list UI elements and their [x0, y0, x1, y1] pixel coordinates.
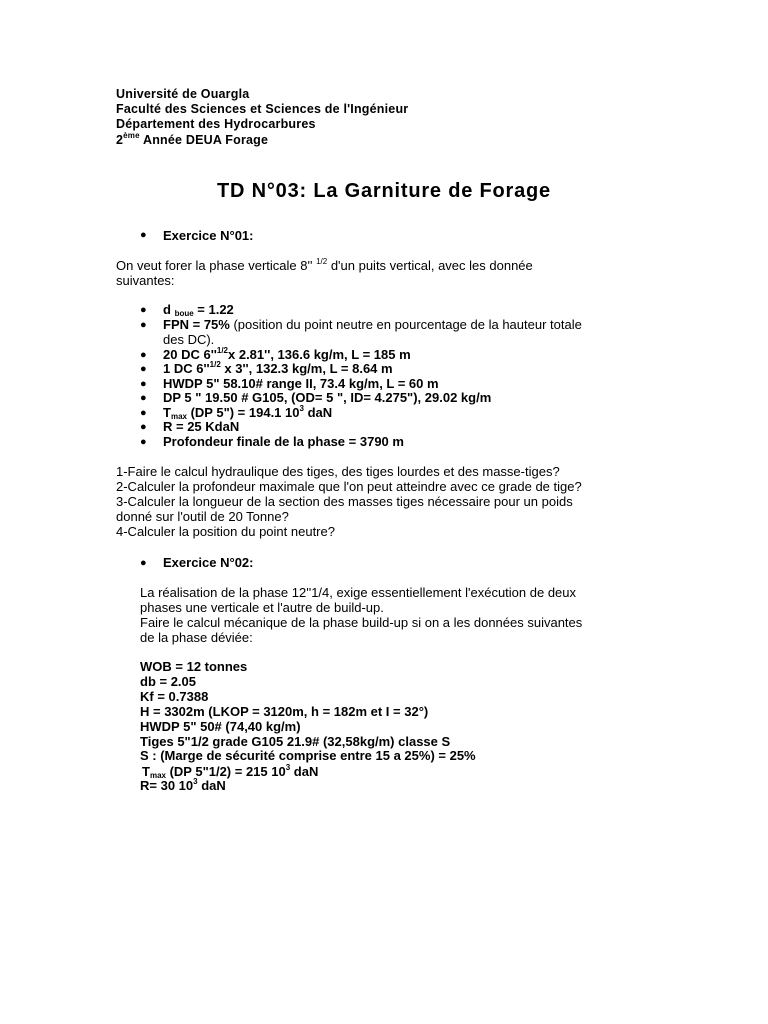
question-1: 1-Faire le calcul hydraulique des tiges, des tiges lourdes et des masse-tiges?	[116, 464, 560, 479]
question-3: 3-Calculer la longueur de la section des masses tiges nécessaire pour un poids	[116, 494, 573, 509]
bullet-icon: ●	[140, 363, 147, 375]
faculty-name: Faculté des Sciences et Sciences de l'Ingénieur	[116, 102, 409, 117]
r-item: R = 25 KdaN	[163, 419, 240, 434]
bullet-icon: ●	[140, 557, 147, 569]
tmax-value: $T_{max}$ (DP 5"1/2) = 215 $10^3$ daN	[142, 763, 319, 780]
question-3-cont: donné sur l'outil de 20 Tonne?	[116, 509, 289, 524]
drill-pipe-item: DP 5 " 19.50 # G105, (OD= 5 ", ID= 4.275"), 29.02 kg/m	[163, 390, 492, 405]
bullet-icon: ●	[140, 436, 147, 448]
bullet-icon: ●	[140, 421, 147, 433]
final-depth-item: Profondeur finale de la phase = 3790 m	[163, 434, 404, 449]
tmax-item: $T_{max}$ (DP 5") = 194.1 $10^3$ daN	[163, 404, 333, 421]
h-value: H = 3302m (LKOP = 3120m, h = 182m et I = 32°)	[140, 704, 429, 719]
year-program: 2ème Année DEUA Forage	[116, 130, 269, 147]
exercise-2-para-2: phases une verticale et l'autre de build-up.	[140, 600, 384, 615]
exercise-2-heading: Exercice N°02:	[163, 555, 254, 570]
department-name: Département des Hydrocarbures	[116, 117, 316, 132]
exercise-1-intro-cont: suivantes:	[116, 273, 175, 288]
bullet-icon: ●	[140, 349, 147, 361]
exercise-2-para-1: La réalisation de la phase 12''1/4, exige essentiellement l'exécution de deux	[140, 585, 577, 600]
kf-value: Kf = 0.7388	[140, 689, 209, 704]
bullet-icon: ●	[140, 229, 147, 241]
bullet-icon: ●	[140, 319, 147, 331]
drill-collar-2: 1 DC $6''^{1/2}$ x 3'', 132.3 kg/m, L = 8.64 m	[163, 360, 393, 376]
wob-value: WOB = 12 tonnes	[140, 659, 248, 674]
mud-density: d $_{boue}$ = 1.22	[163, 302, 234, 318]
fpn-item: FPN = 75% (position du point neutre en pourcentage de la hauteur totale	[163, 317, 582, 332]
fpn-item-cont: des DC).	[163, 332, 215, 347]
exercise-1-heading: Exercice N°01:	[163, 228, 254, 243]
institution-header	[116, 87, 408, 148]
safety-margin-value: S : (Marge de sécurité comprise entre 15 a 25%) = 25%	[140, 748, 476, 763]
bullet-icon: ●	[140, 304, 147, 316]
page-title: TD N°03: La Garniture de Forage	[217, 180, 551, 202]
bullet-icon: ●	[140, 392, 147, 404]
db-value: db = 2.05	[140, 674, 196, 689]
bullet-icon: ●	[140, 378, 147, 390]
exercise-1-intro: On veut forer la phase verticale 8'' $^{1/2}$ d'un puits vertical, avec les donnée	[116, 257, 533, 273]
hwdp-item: HWDP 5" 58.10# range II, 73.4 kg/m, L = 60 m	[163, 376, 439, 391]
bullet-icon: ●	[140, 407, 147, 419]
hwdp-value: HWDP 5" 50# (74,40 kg/m)	[140, 719, 301, 734]
exercise-2-para-3: Faire le calcul mécanique de la phase build-up si on a les données suivantes	[140, 615, 583, 630]
r-value: R= 30 $10^3$ daN	[140, 777, 226, 793]
question-2: 2-Calculer la profondeur maximale que l'on peut atteindre avec ce grade de tige?	[116, 479, 582, 494]
question-4: 4-Calculer la position du point neutre?	[116, 524, 335, 539]
tiges-value: Tiges 5"1/2 grade G105 21.9# (32,58kg/m) classe S	[140, 734, 451, 749]
drill-collar-1: 20 DC $6''^{1/2}x$ 2.81'', 136.6 kg/m, L = 185 m	[163, 346, 411, 362]
university-name: Université de Ouargla	[116, 87, 250, 101]
exercise-2-para-4: de la phase déviée:	[140, 630, 253, 645]
